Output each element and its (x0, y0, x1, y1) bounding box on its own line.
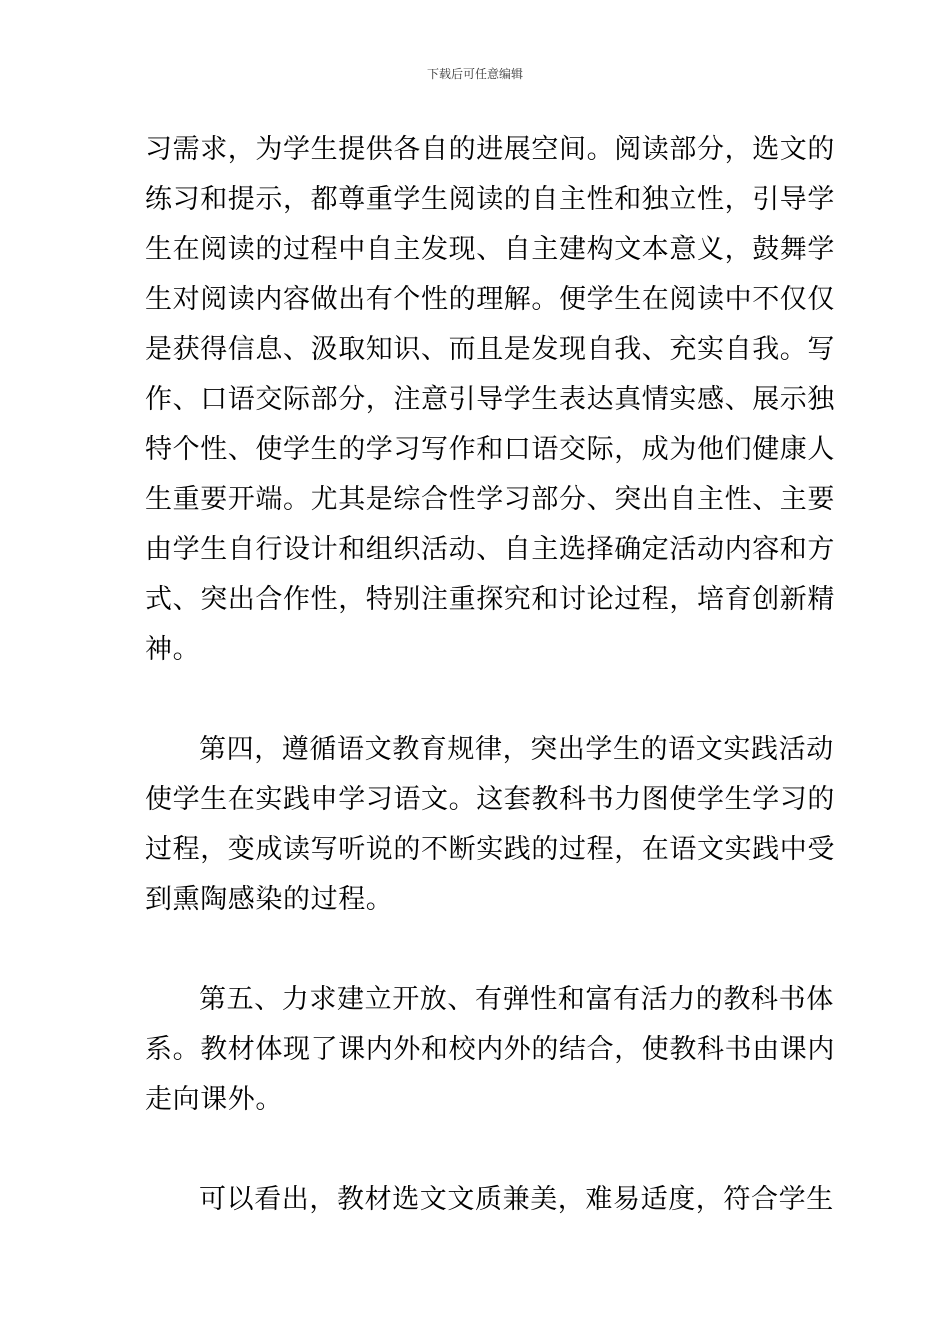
paragraph-2 (145, 725, 835, 925)
paragraph-3 (145, 975, 835, 1125)
text-line: 特个性、使学生的学习写作和口语交际，成为他们健康人 (145, 434, 835, 465)
text-line: 生在阅读的过程中自主发现、自主建构文本意义，鼓舞学 (145, 234, 835, 265)
text-line: 作、口语交际部分，注意引导学生表达真情实感、展示独 (145, 384, 835, 415)
text-line-indented: 第五、力求建立开放、有弹性和富有活力的教科书体 (199, 984, 834, 1015)
text-line: 神。 (145, 634, 201, 665)
text-line: 生重要开端。尤其是综合性学习部分、突出自主性、主要 (145, 484, 835, 515)
text-line: 生对阅读内容做出有个性的理解。便学生在阅读中不仅仅 (145, 284, 835, 315)
text-line: 系。教材体现了课内外和校内外的结合，使教科书由课内 (145, 1034, 835, 1065)
page-header: 下载后可任意编辑 (426, 67, 523, 81)
text-line: 练习和提示，都尊重学生阅读的自主性和独立性，引导学 (145, 184, 835, 215)
paragraph-1 (145, 125, 835, 675)
text-line: 是获得信息、汲取知识、而且是发现自我、充实自我。写 (145, 334, 835, 365)
text-line: 过程，变成读写听说的不断实践的过程，在语文实践中受 (145, 834, 835, 865)
text-line-indented: 第四，遵循语文教育规律，突出学生的语文实践活动 (199, 734, 834, 765)
text-line: 使学生在实践申学习语文。这套教科书力图使学生学习的 (145, 784, 835, 815)
text-line-indented: 可以看出，教材选文文质兼美，难易适度，符合学生 (199, 1184, 834, 1215)
text-line: 走向课外。 (145, 1084, 283, 1115)
text-line: 习需求，为学生提供各自的进展空间。阅读部分，选文的 (145, 134, 835, 165)
document-body (145, 125, 835, 1275)
paragraph-4 (145, 1175, 834, 1225)
text-line: 式、突出合作性，特别注重探究和讨论过程，培育创新精 (145, 584, 835, 615)
text-line: 由学生自行设计和组织活动、自主选择确定活动内容和方 (145, 534, 835, 565)
text-line: 到熏陶感染的过程。 (145, 884, 394, 915)
